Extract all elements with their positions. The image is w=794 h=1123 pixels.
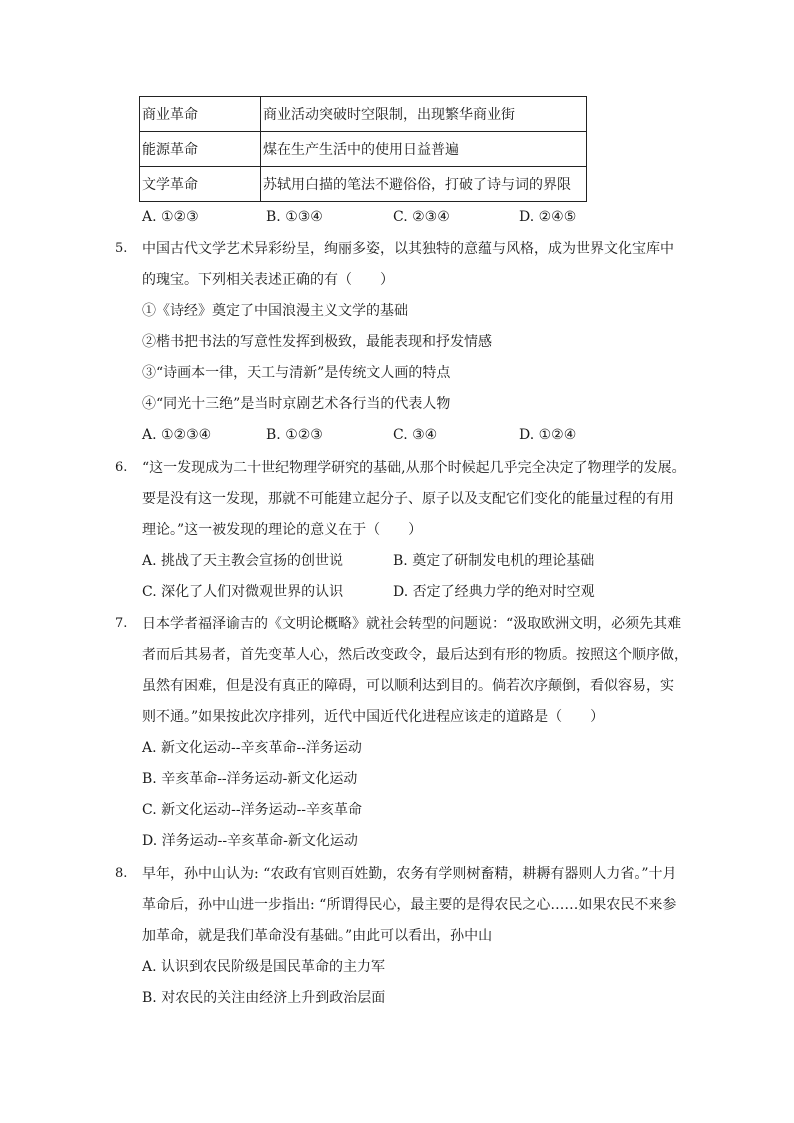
q8-number: 8. [115, 866, 128, 881]
q8-option-a: A. 认识到农民阶级是国民革命的主力军 [142, 959, 386, 975]
q5-option-d: D. ①②④ [519, 427, 577, 443]
q4-option-c: C. ②③④ [393, 209, 450, 225]
table-cell-name: 能源革命 [140, 132, 261, 167]
q8-stem-line: 加革命，就是我们革命没有基础。”由此可以看出，孙中山 [142, 928, 493, 944]
q6-option-a: A. 挑战了天主教会宣扬的创世说 [142, 553, 344, 569]
q4-option-b: B. ①③④ [266, 209, 323, 225]
q5-item: ①《诗经》奠定了中国浪漫主义文学的基础 [142, 303, 408, 319]
table-cell-desc: 苏轼用白描的笔法不避俗俗，打破了诗与词的界限 [261, 167, 587, 202]
q5-number: 5. [115, 241, 128, 256]
q6-stem-line: “这一发现成为二十世纪物理学研究的基础,从那个时候起几乎完全决定了物理学的发展。 [142, 460, 686, 476]
q5-option-c: C. ③④ [393, 427, 438, 443]
q4-option-d: D. ②④⑤ [519, 209, 577, 225]
q8-stem-line: 革命后，孙中山进一步指出: “所谓得民心，最主要的是得农民之心……如果农民不来参 [142, 897, 677, 913]
q6-option-c: C. 深化了人们对微观世界的认识 [142, 584, 344, 600]
table-cell-desc: 商业活动突破时空限制，出现繁华商业街 [261, 97, 587, 132]
q4-option-a: A. ①②③ [142, 209, 199, 225]
q6-number: 6. [115, 460, 128, 475]
q8-option-b: B. 对农民的关注由经济上升到政治层面 [142, 990, 386, 1006]
q8-stem-line: 早年，孙中山认为: “农政有官则百姓勤，农务有学则树畜精，耕耨有器则人力省。”十月 [142, 866, 677, 882]
table-row [140, 167, 587, 202]
q6-stem-line: 理论。”这一被发现的理论的意义在于（ ） [142, 522, 423, 538]
table-cell-desc: 煤在生产生活中的使用日益普遍 [261, 132, 587, 167]
q7-stem-line: 虽然有困难，但是没有真正的障碍，可以顺利达到目的。倘若次序颠倒，看似容易，实 [142, 678, 674, 694]
q6-option-b: B. 奠定了研制发电机的理论基础 [393, 553, 595, 569]
q5-option-b: B. ①②③ [266, 427, 323, 443]
table-row [140, 132, 587, 167]
q5-item: ④“同光十三绝”是当时京剧艺术各行当的代表人物 [142, 396, 451, 412]
table-row [140, 97, 587, 132]
q6-stem-line: 要是没有这一发现，那就不可能建立起分子、原子以及支配它们变化的能量过程的有用 [142, 491, 674, 507]
q7-stem-line: 则不通。”如果按此次序排列，近代中国近代化进程应该走的道路是（ ） [142, 709, 605, 725]
q5-item: ②楷书把书法的写意性发挥到极致，最能表现和抒发情感 [142, 334, 492, 350]
q7-option-c: C. 新文化运动--洋务运动--辛亥革命 [142, 802, 363, 818]
q6-option-d: D. 否定了经典力学的绝对时空观 [393, 584, 595, 600]
q5-stem-line: 的瑰宝。下列相关表述正确的有（ ） [142, 272, 394, 288]
topic-table [139, 96, 587, 202]
q5-option-a: A. ①②③④ [142, 427, 212, 443]
q7-number: 7. [115, 616, 128, 631]
q7-stem-line: 日本学者福泽谕吉的《文明论概略》就社会转型的问题说：“汲取欧洲文明，必须先其难 [142, 616, 682, 632]
q5-stem-line: 中国古代文学艺术异彩纷呈，绚丽多姿，以其独特的意蕴与风格，成为世界文化宝库中 [142, 241, 674, 257]
q7-stem-line: 者而后其易者，首先变革人心，然后改变政令，最后达到有形的物质。按照这个顺序做， [142, 647, 688, 663]
table-cell-name: 文学革命 [140, 167, 261, 202]
q7-option-a: A. 新文化运动--辛亥革命--洋务运动 [142, 740, 362, 756]
table-cell-name: 商业革命 [140, 97, 261, 132]
q7-option-d: D. 洋务运动--辛亥革命-新文化运动 [142, 833, 358, 849]
q7-option-b: B. 辛亥革命--洋务运动-新文化运动 [142, 771, 358, 787]
q5-item: ③“诗画本一律，天工与清新”是传统文人画的特点 [142, 365, 451, 381]
